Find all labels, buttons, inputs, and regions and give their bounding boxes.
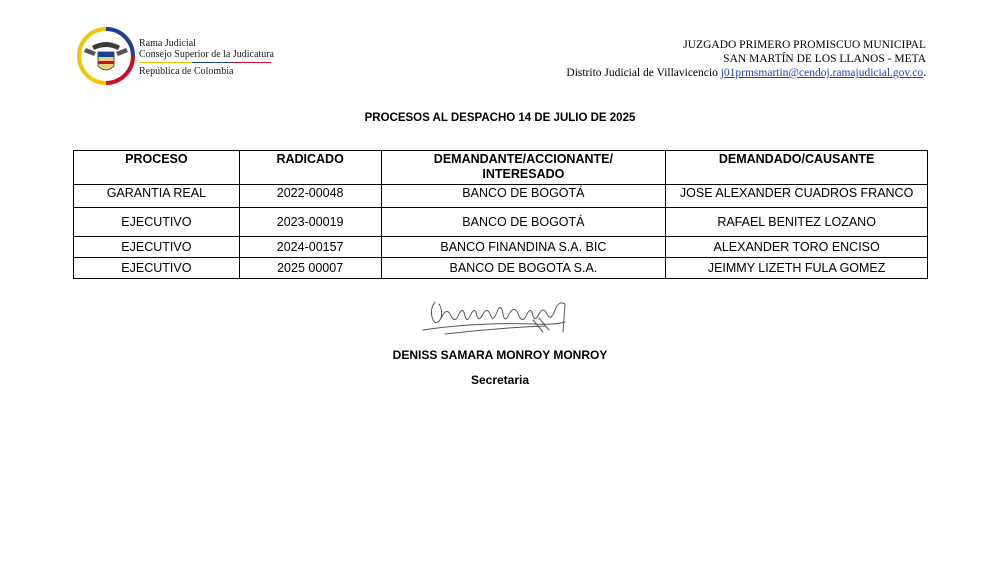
cell-demandante: BANCO DE BOGOTA S.A. [381,258,666,279]
cell-demandante: BANCO DE BOGOTÁ [381,208,666,237]
cell-radicado: 2025 00007 [239,258,381,279]
signer-role: Secretaria [470,373,530,387]
logo-text [139,38,274,77]
column-header-radicado: RADICADO [239,151,381,185]
court-email-suffix: . [923,67,926,79]
cell-proceso: EJECUTIVO [74,237,240,258]
logo-line-rama-judicial: Rama Judicial [139,38,196,49]
court-location: SAN MARTÍN DE LOS LLANOS - META [723,53,926,65]
processes-table [73,150,928,279]
cell-radicado: 2022-00048 [239,185,381,208]
court-name: JUZGADO PRIMERO PROMISCUO MUNICIPAL [683,39,926,51]
cell-proceso: EJECUTIVO [74,258,240,279]
court-district-line [566,66,926,80]
cell-demandante: BANCO DE BOGOTÁ [381,185,666,208]
table-row [74,258,928,279]
cell-demandado: RAFAEL BENITEZ LOZANO [666,208,928,237]
table-header-row [74,151,928,185]
table-row [74,208,928,237]
court-email-link[interactable]: j01prmsmartin@cendoj.ramajudicial.gov.co [720,67,924,79]
column-header-demandante: DEMANDANTE/ACCIONANTE/ INTERESADO [381,151,666,185]
logo-line-consejo: Consejo Superior de la Judicatura [139,49,274,60]
court-district: Distrito Judicial de Villavicencio [566,67,718,79]
cell-demandado: JEIMMY LIZETH FULA GOMEZ [666,258,928,279]
cell-proceso: GARANTIA REAL [74,185,240,208]
column-header-proceso: PROCESO [74,151,240,185]
cell-proceso: EJECUTIVO [74,208,240,237]
logo-line-republica: República de Colombia [139,66,234,77]
cell-radicado: 2024-00157 [239,237,381,258]
cell-radicado: 2023-00019 [239,208,381,237]
cell-demandante: BANCO FINANDINA S.A. BIC [381,237,666,258]
colombia-coat-of-arms-icon [76,26,136,86]
table-row [74,185,928,208]
column-header-demandado: DEMANDADO/CAUSANTE [666,151,928,185]
cell-demandado: JOSE ALEXANDER CUADROS FRANCO [666,185,928,208]
cell-demandado: ALEXANDER TORO ENCISO [666,237,928,258]
signer-name: DENISS SAMARA MONROY MONROY [392,348,608,362]
handwritten-signature-icon [415,292,580,340]
table-row [74,237,928,258]
logo-tricolor-line [139,62,271,64]
document-title: PROCESOS AL DESPACHO 14 DE JULIO DE 2025 [364,112,636,124]
court-header [566,38,926,80]
